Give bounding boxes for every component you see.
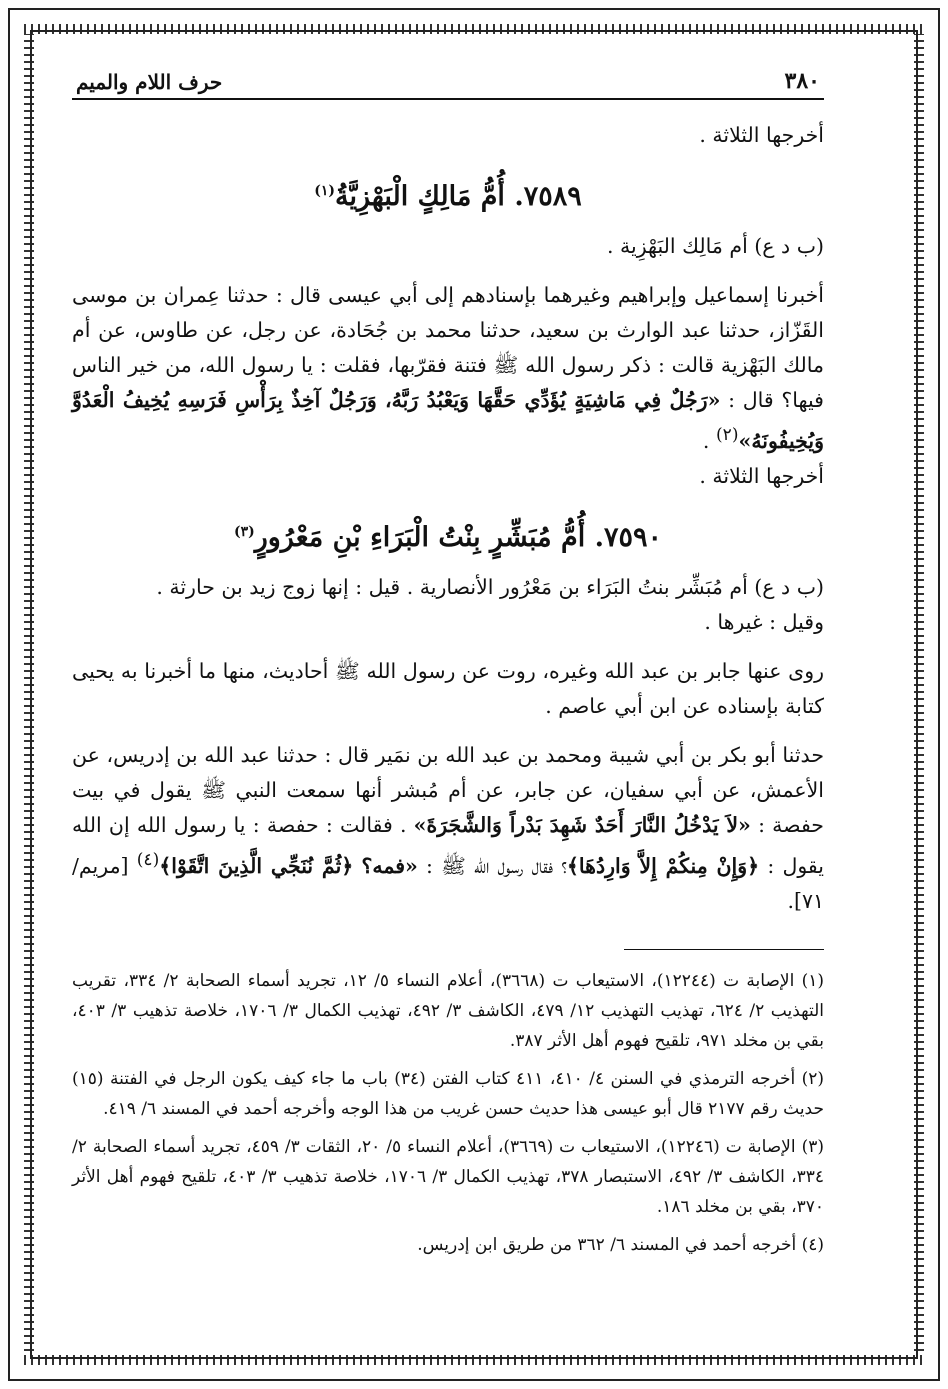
isnad-text-2c: ؟ فقال رسول الله ﷺ : — [426, 853, 567, 878]
quran-quote-2: ﴿ثُمَّ نُنَجِّي الَّذِينَ اتَّقَوْا﴾ — [159, 853, 354, 878]
quran-quote-1: ﴿وَإِنْ مِنكُمْ إِلاَّ وَارِدُهَا﴾ — [566, 853, 760, 878]
hadith-quote-1: «رَجُلٌ فِي مَاشِيَةٍ يُؤَدِّي حَقَّهَا وَيَعْبُدُ رَبَّهُ، وَرَجُلٌ آخِذٌ بِرَأْسِ فَرَسِهِ يُخِيفُ الْعَدُوَّ وَيُخِيفُونَهُ» — [72, 388, 824, 453]
page-number: ٣٨٠ — [784, 68, 820, 94]
entry-title-7590-text: ٧٥٩٠. أُمُّ مُبَشِّرٍ بِنْتُ الْبَرَاءِ بْنِ مَعْرُورٍ — [254, 521, 663, 553]
footnote-ref-4: (٤) — [136, 849, 160, 870]
footnote-4: (٤) أخرجه أحمد في المسند ٦/ ٣٦٢ من طريق ابن إدريس. — [417, 1234, 824, 1255]
isnad-text-2d: [مريم/ ٧١]. — [72, 853, 824, 913]
entry-title-7590 — [72, 508, 824, 562]
footnote-ref-2: (٢) — [715, 425, 739, 445]
main-text — [72, 118, 824, 919]
isnad-end: . — [702, 428, 716, 453]
paragraph-entry-7590-alt: وقيل : غيرها . — [704, 609, 824, 634]
hadith-quote-2: «لاَ يَدْخُلُ النَّارَ أَحَدٌ شَهِدَ بَدْراً وَالشَّجَرَةَ» — [413, 812, 751, 837]
footnotes — [72, 966, 824, 1260]
entry-title-7589 — [72, 167, 824, 221]
paragraph-isnad-7590 — [72, 738, 824, 919]
isnad-text: أخبرنا إسماعيل وإبراهيم وغيرهما بإسنادهم إلى أبي عيسى قال : حدثنا عِمران بن موسى القَزّاز، حدثنا عبد الوارث بن سعيد، حدثنا محمد بن جُحَادة، عن رجل، عن طاوس، عن أم مالك البَهْزية قالت : ذكر رسول الله ﷺ فتنة فقرّبها، فقلت : يا رسول الله، من خير الناس فيها؟ قال : — [72, 283, 824, 412]
paragraph-entry-7590-intro: (ب د ع) أم مُبَشِّر بنتُ البَرَاء بن مَعْرُور الأنصارية . قيل : إنها زوج زيد بن حارثة . — [156, 574, 824, 599]
paragraph-narrators: روى عنها جابر بن عبد الله وغيره، روت عن رسول الله ﷺ أحاديث، منها ما أخبرنا به يحيى كتابة بإسناده عن ابن أبي عاصم . — [72, 658, 824, 718]
paragraph-closing-2: أخرجها الثلاثة . — [699, 463, 824, 488]
entry-title-7589-text: ٧٥٨٩. أُمُّ مَالِكٍ الْبَهْزِيَّةُ — [335, 181, 582, 212]
footnote-3: (٣) الإصابة ت (١٢٢٤٦)، الاستيعاب ت (٣٦٦٩)، أعلام النساء ٥/ ٢٠، الثقات ٣/ ٤٥٩، تجريد أسماء الصحابة ٢/ ٣٣٤، الكاشف ٣/ ٤٩٢، الاستبصار ٣٧٨، تهذيب الكمال ٣/ ١٧٠٦، خلاصة تذهيب ٣/ ٤٠٣، تلقيح فهوم أهل الأثر ٣٧٠، بقي بن مخلد ١٨٦. — [72, 1136, 825, 1217]
footnote-1: (١) الإصابة ت (١٢٢٤٤)، الاستيعاب ت (٣٦٦٨)، أعلام النساء ٥/ ١٢، تجريد أسماء الصحابة ٢/ ٣٣٤، تقريب التهذيب ٢/ ٦٢٤، تهذيب التهذيب ١٢/ ٤٧٩، الكاشف ٣/ ٤٩٢، تهذيب الكمال ٣/ ١٧٠٦، خلاصة تذهيب ٣/ ٤٠٣، بقي بن مخلد ٩٧١، تلقيح فهوم أهل الأثر ٣٨٧. — [72, 970, 825, 1051]
isnad-text-2a: حدثنا أبو بكر بن أبي شيبة ومحمد بن عبد الله بن نمَير قال : حدثنا عبد الله بن إدريس، عن الأعمش، عن أبي سفيان، عن جابر، عن أم مُبشر أنها سمعت النبي ﷺ يقول في بيت حفصة : — [72, 742, 824, 837]
paragraph-entry-7589-intro: (ب د ع) أم مَالِك البَهْزِية . — [607, 234, 824, 258]
running-title: حرف اللام والميم — [76, 70, 223, 94]
footnote-ref-3: (٣) — [233, 523, 255, 540]
isnad-text-2b: . فقالت : حفصة : يا رسول الله إن الله يقول : — [72, 812, 824, 878]
page-content — [72, 58, 824, 1268]
footnote-separator — [624, 949, 824, 950]
page-header — [72, 58, 824, 100]
hadith-quote-3: «فمه؟ — [361, 853, 418, 878]
paragraph-isnad-7589 — [72, 278, 824, 459]
paragraph-closing-1: أخرجها الثلاثة . — [699, 123, 824, 147]
footnote-2: (٢) أخرجه الترمذي في السنن ٤/ ٤١٠، ٤١١ كتاب الفتن (٣٤) باب ما جاء كيف يكون الرجل في الفتنة (١٥) حديث رقم ٢١٧٧ قال أبو عيسى هذا حديث حسن غريب من هذا الوجه وأخرجه أحمد في المسند ٦/ ٤١٩. — [72, 1068, 825, 1119]
footnote-ref-1: (١) — [314, 183, 336, 199]
